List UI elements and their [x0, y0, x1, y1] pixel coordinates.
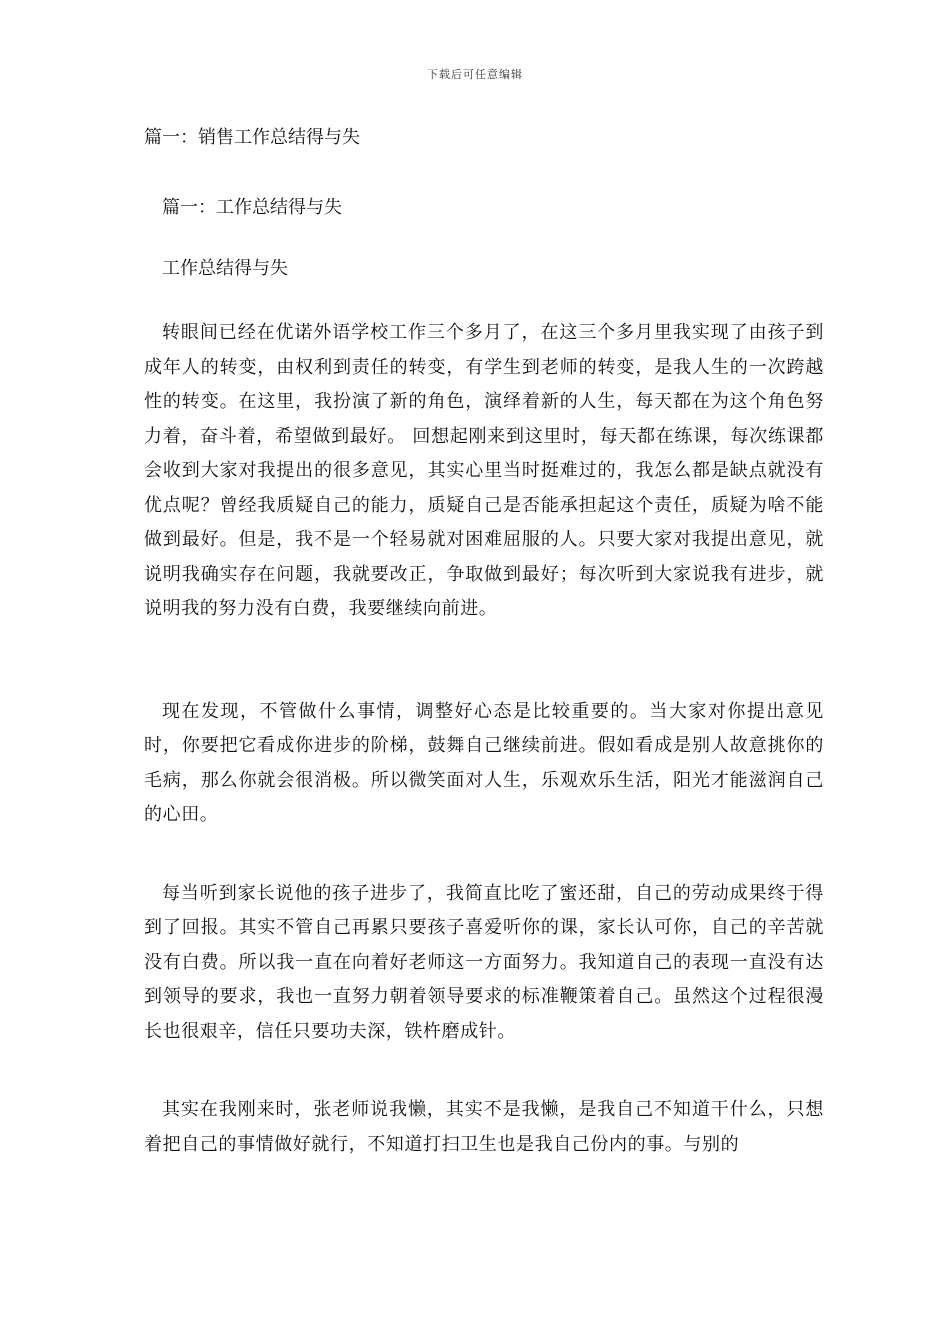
paragraph-1: 转眼间已经在优诺外语学校工作三个多月了，在这三个多月里我实现了由孩子到成年人的转变，由权利到责任的转变，有学生到老师的转变，是我人生的一次跨越性的转变。在这里，我扮演了新的角色，演绎着新的人生，每天都在为这个角色努力着，奋斗着，希望做到最好。 回想起刚来到这里时，每天都在练课，每次练课都会收到大家对我提出的很多意见，其实心里当时挺难过的，我怎么都是缺点就没有优点呢？曾经我质疑自己的能力，质疑自己是否能承担起这个责任，质疑为啥不能做到最好。但是，我不是一个轻易就对困难屈服的人。只要大家对我提出意见，就说明我确实存在问题，我就要改正，争取做到最好；每次听到大家说我有进步，就说明我的努力没有白费，我要继续向前进。 [144, 322, 824, 619]
document-subtitle: 篇一：工作总结得与失 [162, 197, 342, 218]
paragraph-2: 现在发现，不管做什么事情，调整好心态是比较重要的。当大家对你提出意见时，你要把它看成你进步的阶梯，鼓舞自己继续前进。假如看成是别人故意挑你的毛病，那么你就会很消极。所以微笑面对人生，乐观欢乐生活，阳光才能滋润自己的心田。 [144, 700, 824, 825]
document-title: 篇一：销售工作总结得与失 [144, 127, 360, 148]
section-heading: 工作总结得与失 [162, 258, 288, 279]
document-body [144, 120, 824, 1162]
paragraph-4: 其实在我刚来时，张老师说我懒，其实不是我懒，是我自己不知道干什么，只想着把自己的事情做好就行，不知道打扫卫生也是我自己份内的事。与别的 [144, 1099, 824, 1155]
header-note: 下载后可任意编辑 [427, 68, 523, 81]
paragraph-3: 每当听到家长说他的孩子进步了，我简直比吃了蜜还甜，自己的劳动成果终于得到了回报。其实不管自己再累只要孩子喜爱听你的课，家长认可你，自己的辛苦就没有白费。所以我一直在向着好老师这一方面努力。我知道自己的表现一直没有达到领导的要求，我也一直努力朝着领导要求的标准鞭策着自己。虽然这个过程很漫长也很艰辛，信任只要功夫深，铁杵磨成针。 [144, 882, 824, 1042]
